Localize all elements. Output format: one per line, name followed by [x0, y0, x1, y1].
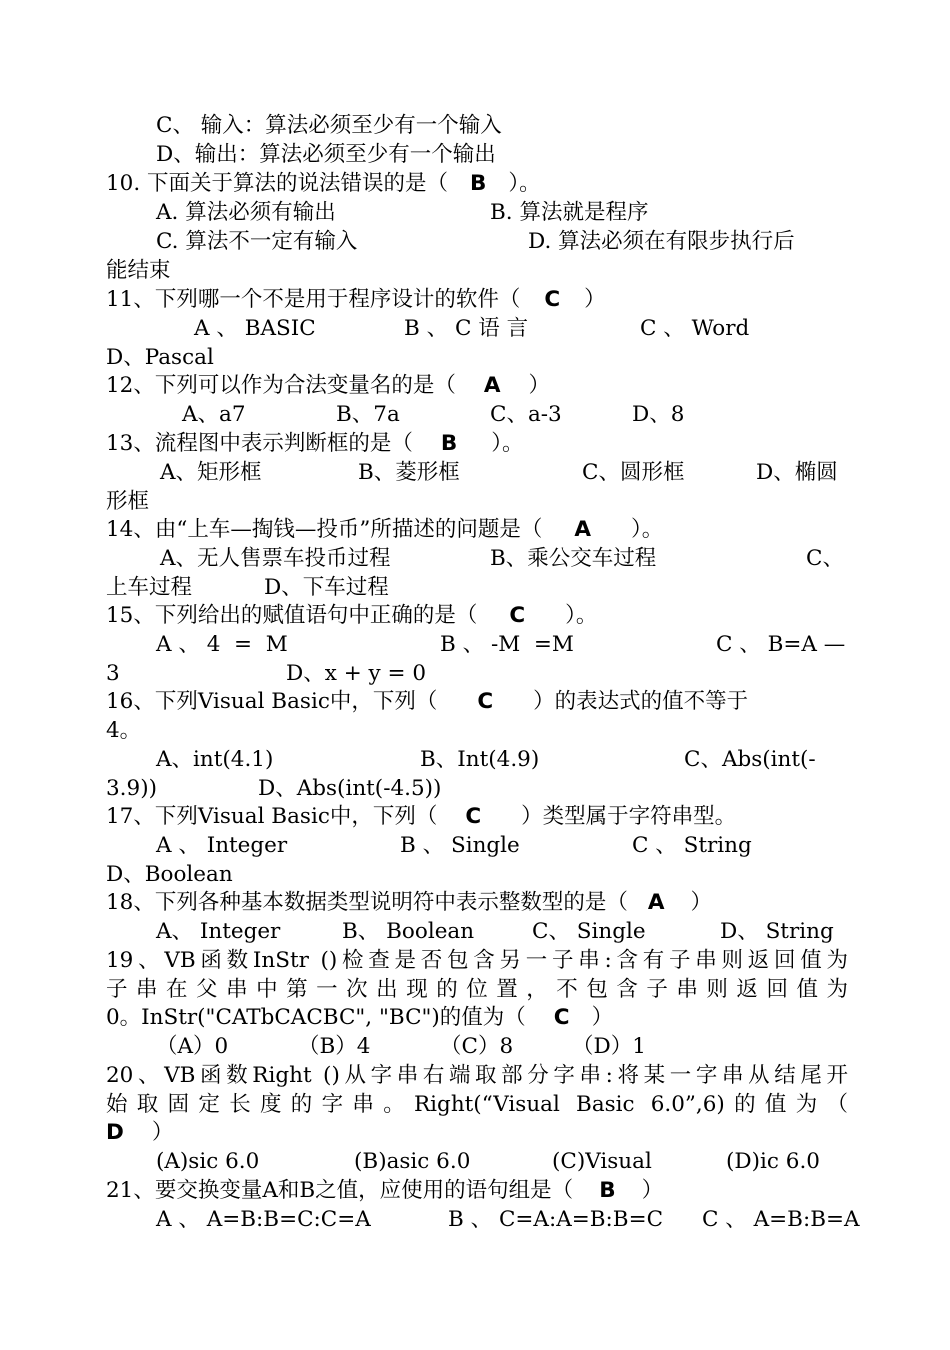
q12-option-c: C、a-3: [490, 402, 562, 427]
q20-options: [156, 1147, 848, 1176]
question-18: 18、下列各种基本数据类型说明符中表示整数型的是（ A ）: [106, 890, 713, 915]
question-12: 12、下列可以作为合法变量名的是（ A ）: [106, 373, 551, 398]
q15-option-a: A 、 4 = M: [156, 632, 288, 657]
question-19-line2: 子 串 在 父 串 中 第 一 次 出 现 的 位 置 ， 不 包 含 子 串 则 返 回 值 为: [106, 977, 848, 1002]
q13-option-d: D、椭圆: [756, 460, 838, 485]
q11-options: [190, 314, 848, 343]
q12-option-d: D、8: [632, 402, 685, 427]
question-16: 16、下列Visual Basic中，下列（ C ）的表达式的值不等于: [106, 689, 749, 714]
q17-option-c: C 、 String: [632, 833, 752, 858]
q17-options: [156, 831, 848, 860]
question-19-line3: 0。InStr("CATbCACBC", "BC")的值为（ C ）: [106, 1005, 614, 1030]
q15-option-c-cont: 3: [106, 661, 120, 686]
q19-option-a: （A）0: [156, 1034, 229, 1059]
q12-option-b: B、7a: [336, 402, 400, 427]
answer-14: A: [574, 517, 591, 542]
q15-options-row2: [106, 659, 848, 688]
question-17: 17、下列Visual Basic中，下列（ C ）类型属于字符串型。: [106, 804, 737, 829]
q18-option-b: B、 Boolean: [342, 919, 475, 944]
q11-option-c: C 、 Word: [640, 316, 750, 341]
q12-option-a: A、a7: [182, 402, 246, 427]
q12-options: [182, 400, 848, 429]
q16-option-b: B、Int(4.9): [420, 747, 540, 772]
q20-option-a: (A)sic 6.0: [156, 1149, 260, 1174]
q14-options: [156, 544, 848, 573]
q20-option-c: (C)Visual: [552, 1149, 652, 1174]
q14-option-c: C、: [806, 546, 844, 571]
q20-option-b: (B)asic 6.0: [354, 1149, 471, 1174]
q14-option-a: A、无人售票车投币过程: [160, 546, 391, 571]
q16-option-d: D、Abs(int(-4.5)): [258, 776, 442, 801]
q15-option-b: B 、 -M =M: [440, 632, 574, 657]
q19-option-b: （B）4: [298, 1034, 371, 1059]
question-21: 21、要交换变量A和B之值，应使用的语句组是（ B ）: [106, 1178, 664, 1203]
q18-option-c: C、 Single: [532, 919, 646, 944]
answer-19: C: [553, 1005, 570, 1030]
q14-option-b: B、乘公交车过程: [490, 546, 657, 571]
q10-option-d-cont: 能结束: [106, 258, 171, 283]
answer-15: C: [509, 603, 526, 628]
answer-20: D: [106, 1120, 124, 1145]
q10-option-a: A. 算法必须有输出: [156, 200, 336, 225]
q21-options: [156, 1205, 860, 1234]
q21-option-c: C 、 A=B:B=A: [702, 1207, 860, 1232]
question-20-line1: 20、VB函数Right ()从字串右端取部分字串:将某一字串从结尾开: [106, 1063, 848, 1088]
answer-16: C: [477, 689, 494, 714]
q10-options-row2: [156, 227, 848, 256]
q15-option-d: D、x + y = 0: [286, 661, 427, 686]
question-11: 11、下列哪一个不是用于程序设计的软件（ C ）: [106, 287, 606, 312]
q18-option-d: D、 String: [720, 919, 834, 944]
q19-options: [156, 1032, 848, 1061]
q14-options-row2: [106, 573, 848, 602]
q16-option-c: C、Abs(int(-: [684, 747, 816, 772]
q10-option-b: B. 算法就是程序: [490, 200, 649, 225]
option-d-output: D、输出：算法必须至少有一个输出: [156, 142, 496, 167]
q13-option-d-cont: 形框: [106, 489, 150, 514]
q20-option-d: (D)ic 6.0: [726, 1149, 820, 1174]
q11-option-b: B 、 C 语 言: [404, 316, 529, 341]
q11-option-a: A 、 BASIC: [194, 316, 316, 341]
q17-option-b: B 、 Single: [400, 833, 520, 858]
answer-13: B: [440, 431, 458, 456]
q17-option-d: D、Boolean: [106, 862, 233, 887]
q13-option-c: C、圆形框: [582, 460, 685, 485]
q10-option-d: D. 算法必须在有限步执行后: [528, 229, 795, 254]
answer-10: B: [470, 171, 487, 196]
q16-option-c-cont: 3.9)): [106, 776, 157, 801]
q18-option-a: A、 Integer: [156, 919, 281, 944]
answer-12: A: [483, 373, 501, 398]
q16-option-a: A、int(4.1): [156, 747, 274, 772]
q15-option-c: C 、 B=A —: [716, 632, 846, 657]
answer-17: C: [465, 804, 482, 829]
question-20-line3: D ）: [106, 1120, 174, 1145]
question-15: 15、下列给出的赋值语句中正确的是（ C ）。: [106, 603, 598, 628]
answer-18: A: [647, 890, 665, 915]
question-16-cont: 4。: [106, 718, 142, 743]
q16-options-row2: [106, 774, 848, 803]
q14-option-c-cont: 上车过程: [106, 575, 193, 600]
question-13: 13、流程图中表示判断框的是（ B ）。: [106, 431, 524, 456]
q10-options-row1: [156, 198, 848, 227]
q19-option-c: （C）8: [440, 1034, 514, 1059]
q13-option-b: B、菱形框: [358, 460, 460, 485]
q18-options: [156, 917, 848, 946]
question-20-line2: 始取固定长度的字串。Right(“Visual Basic 6.0”,6)的值为（: [106, 1092, 848, 1117]
question-14: 14、由“上车—掏钱—投币”所描述的问题是（ A ）。: [106, 517, 664, 542]
option-c-input: C、 输入：算法必须至少有一个输入: [156, 113, 502, 138]
q10-option-c: C. 算法不一定有输入: [156, 229, 358, 254]
q11-option-d: D、Pascal: [106, 345, 214, 370]
answer-21: B: [599, 1178, 616, 1203]
q13-option-a: A、矩形框: [160, 460, 262, 485]
q14-option-d: D、下车过程: [264, 575, 389, 600]
q15-options: [156, 630, 848, 659]
question-19-line1: 19、VB函数InStr ()检查是否包含另一子串:含有子串则返回值为: [106, 948, 848, 973]
q13-options: [156, 458, 848, 487]
q16-options: [156, 745, 848, 774]
answer-11: C: [544, 287, 561, 312]
question-10: 10. 下面关于算法的说法错误的是（ B ）。: [106, 171, 541, 196]
q17-option-a: A 、 Integer: [156, 833, 288, 858]
q19-option-d: （D）1: [572, 1034, 646, 1059]
q21-option-a: A 、 A=B:B=C:C=A: [156, 1207, 371, 1232]
q21-option-b: B 、 C=A:A=B:B=C: [448, 1207, 664, 1232]
